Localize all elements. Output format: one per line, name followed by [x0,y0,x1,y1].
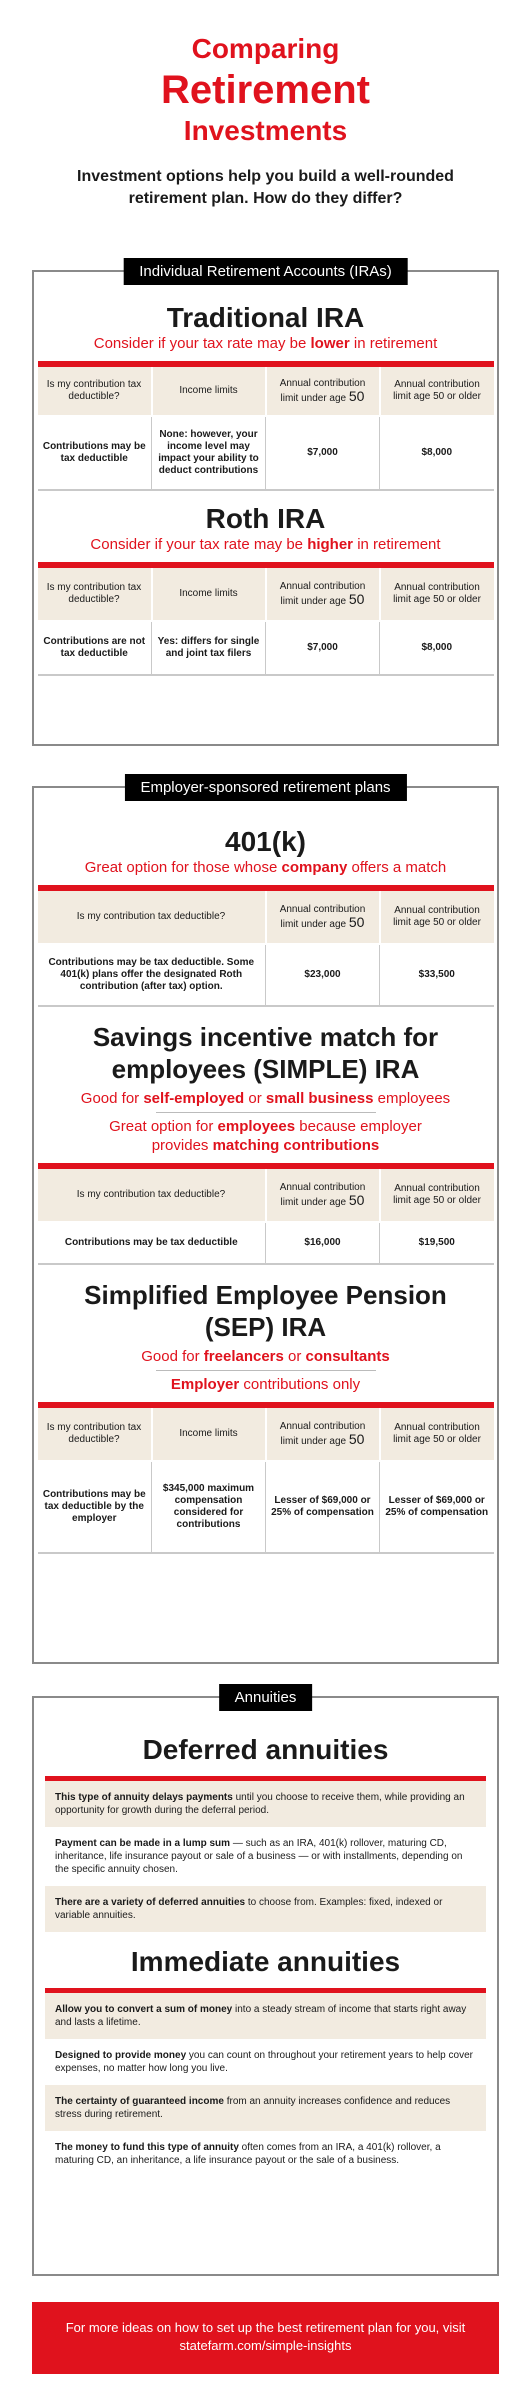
sep-ira-subtitle2 [34,1375,497,1394]
table-header: Is my contribution tax deductible? [38,1405,152,1461]
table-header-row [38,1166,494,1222]
sub-text: because employer provides [151,1118,422,1154]
table-header-row [38,565,494,621]
table-cell: Contributions may be tax deductible. Some 401(k) plans offer the designated Roth contribution (after tax) option. [38,944,266,1006]
table-row [38,1461,494,1553]
employer-pill: Employer-sponsored retirement plans [124,774,406,801]
table-header [266,1405,380,1461]
table-cell: Contributions are not tax deductible [38,621,152,675]
table-header-row [38,888,494,944]
hero-header [0,0,531,210]
annuity-panel [32,1689,499,2276]
sub-bold: consultants [305,1348,390,1365]
item-text: often comes from an IRA, a 401(k) rollover, a maturing CD, an inheritance, a life insurance payout or the sale of a business. [55,2142,441,2166]
header-text: Annual contribution limit under age [279,580,366,607]
sub-text: Consider if your tax rate may be [90,536,308,553]
sub-text: employees [373,1090,451,1107]
annuities-pill: Annuities [219,1684,313,1711]
table-header: Income limits [152,1405,266,1461]
simple-ira-title: Savings incentive match for employees (SIMPLE) IRA [92,1022,439,1084]
traditional-ira-table [38,361,494,491]
roth-ira-subtitle [34,535,497,554]
simple-ira-table [38,1163,494,1265]
sep-ira-table [38,1402,494,1554]
table-cell: Contributions may be tax deductible [38,416,152,490]
table-header [266,364,380,416]
table-cell: Contributions may be tax deductible [38,1222,266,1264]
traditional-ira-subtitle [34,334,497,353]
header-age: 50 [348,1191,365,1208]
table-cell: Yes: differs for single and joint tax filers [152,621,266,675]
table-header [266,565,380,621]
list-item [45,2131,486,2177]
table-cell: $33,500 [418,969,455,980]
deferred-annuities-title: Deferred annuities [142,1734,389,1765]
table-header: Income limits [152,364,266,416]
table-header: Annual contribution limit age 50 or older [380,364,494,416]
table-header-row [38,364,494,416]
simple-ira-subtitle1 [34,1089,497,1108]
table-header [266,1166,380,1222]
table-cell: $23,000 [266,944,380,1006]
table-row [38,944,494,1006]
sub-text: in retirement [349,335,438,352]
list-item [45,2085,486,2131]
footer-banner [32,2302,499,2374]
hero-title-line1: Comparing [191,33,340,64]
traditional-ira-title: Traditional IRA [166,302,365,333]
hero-title-line2: Retirement [161,68,370,112]
sep-ira-title: Simplified Employee Pension (SEP) IRA [84,1280,447,1342]
sub-text: Consider if your tax rate may be [93,335,311,352]
list-item [45,1993,486,2039]
item-bold: There are a variety of deferred annuities [55,1897,246,1908]
header-text: Annual contribution limit under age [279,903,366,930]
table-cell: Lesser of $69,000 or 25% of compensation [266,1461,380,1553]
sub-text: contributions only [239,1376,361,1393]
sub-text: Great option for [109,1118,218,1135]
ira-panel [32,263,499,746]
table-header: Is my contribution tax deductible? [38,364,152,416]
header-age: 50 [348,387,365,404]
list-item [45,1886,486,1932]
roth-ira-title: Roth IRA [205,503,326,534]
header-age: 50 [348,1430,365,1447]
table-header: Annual contribution limit age 50 or older [380,888,494,944]
immediate-annuities-title: Immediate annuities [130,1946,401,1977]
table-header: Income limits [152,565,266,621]
item-text: to choose from. Examples: fixed, indexed or variable annuities. [55,1897,443,1921]
footer-text: For more ideas on how to set up the best retirement plan for you, visit [65,2320,466,2335]
header-text: Annual contribution limit under age [279,1181,366,1208]
item-bold: Payment can be made in a lump sum [55,1838,231,1849]
header-age: 50 [348,590,365,607]
k401-subtitle [34,858,497,877]
table-header: Is my contribution tax deductible? [38,565,152,621]
header-text: Annual contribution limit under age [279,377,366,404]
sub-text: in retirement [353,536,441,553]
header-text: Annual contribution limit under age [279,1420,366,1447]
ira-pill: Individual Retirement Accounts (IRAs) [123,258,408,285]
item-text: from an annuity increases confidence and reduces stress during retirement. [55,2096,451,2120]
table-header [266,888,380,944]
sub-text: or [283,1348,306,1365]
table-row [38,416,494,490]
table-cell: $8,000 [421,642,453,653]
table-cell: $7,000 [266,621,380,675]
sep-ira-subtitle1 [34,1347,497,1366]
sub-text: Good for [141,1348,204,1365]
list-item [45,2039,486,2085]
item-bold: Designed to provide money [55,2050,187,2061]
k401-table [38,885,494,1007]
table-header: Is my contribution tax deductible? [38,888,266,944]
table-header: Annual contribution limit age 50 or older [380,1166,494,1222]
item-bold: Allow you to convert a sum of money [55,2004,233,2015]
divider [156,1370,376,1371]
table-cell: $7,000 [266,416,380,490]
sub-bold: matching contributions [212,1137,380,1154]
table-cell: $16,000 [266,1222,380,1264]
roth-ira-table [38,562,494,676]
item-text: into a steady stream of income that starts right away and lasts a lifetime. [55,2004,467,2028]
immediate-annuities-box [45,1988,486,2177]
table-cell: $19,500 [418,1237,455,1248]
sub-text: or [244,1090,266,1107]
sub-bold: company [281,859,348,876]
hero-title-line3: Investments [183,115,348,146]
table-header: Annual contribution limit age 50 or older [380,565,494,621]
footer-link[interactable]: statefarm.com/simple-insights [179,2338,352,2353]
table-header-row [38,1405,494,1461]
sub-bold: Employer [170,1376,240,1393]
table-cell: $345,000 maximum compensation considered for contributions [152,1461,266,1553]
table-cell: Lesser of $69,000 or 25% of compensation [385,1495,489,1518]
sub-bold: freelancers [203,1348,284,1365]
table-row [38,1222,494,1264]
sub-bold: lower [310,335,350,352]
item-text: you can count on throughout your retirement years to help cover expenses, no matter how long you live. [55,2050,473,2074]
simple-ira-subtitle2 [34,1117,497,1155]
table-row [38,621,494,675]
list-item [45,1827,486,1886]
item-bold: The certainty of guaranteed income [55,2096,224,2107]
sub-bold: higher [307,536,354,553]
employer-panel [32,779,499,1664]
sub-text: offers a match [347,859,447,876]
sub-bold: self-employed [143,1090,245,1107]
table-cell: $8,000 [421,447,453,458]
item-text: until you choose to receive them, while providing an opportunity for growth during the deferral period. [55,1792,465,1816]
sub-bold: small business [265,1090,374,1107]
table-header: Annual contribution limit age 50 or older [380,1405,494,1461]
header-age: 50 [348,913,365,930]
deferred-annuities-box [45,1776,486,1932]
sub-text: Good for [80,1090,144,1107]
divider [156,1112,376,1113]
table-cell: None: however, your income level may impact your ability to deduct contributions [152,416,266,490]
table-header: Is my contribution tax deductible? [38,1166,266,1222]
list-item [45,1781,486,1827]
k401-title: 401(k) [225,826,306,857]
item-bold: The money to fund this type of annuity [55,2142,239,2153]
intro-text: Investment options help you build a well-rounded retirement plan. How do they differ? [77,168,454,207]
table-cell: Contributions may be tax deductible by the employer [38,1461,152,1553]
item-text: — such as an IRA, 401(k) rollover, maturing CD, inheritance, life insurance payout or sale of a business — or with installments, depending on the specific annuity chosen. [55,1838,463,1875]
sub-text: Great option for those whose [84,859,282,876]
item-bold: This type of annuity delays payments [55,1792,233,1803]
sub-bold: employees [217,1118,296,1135]
